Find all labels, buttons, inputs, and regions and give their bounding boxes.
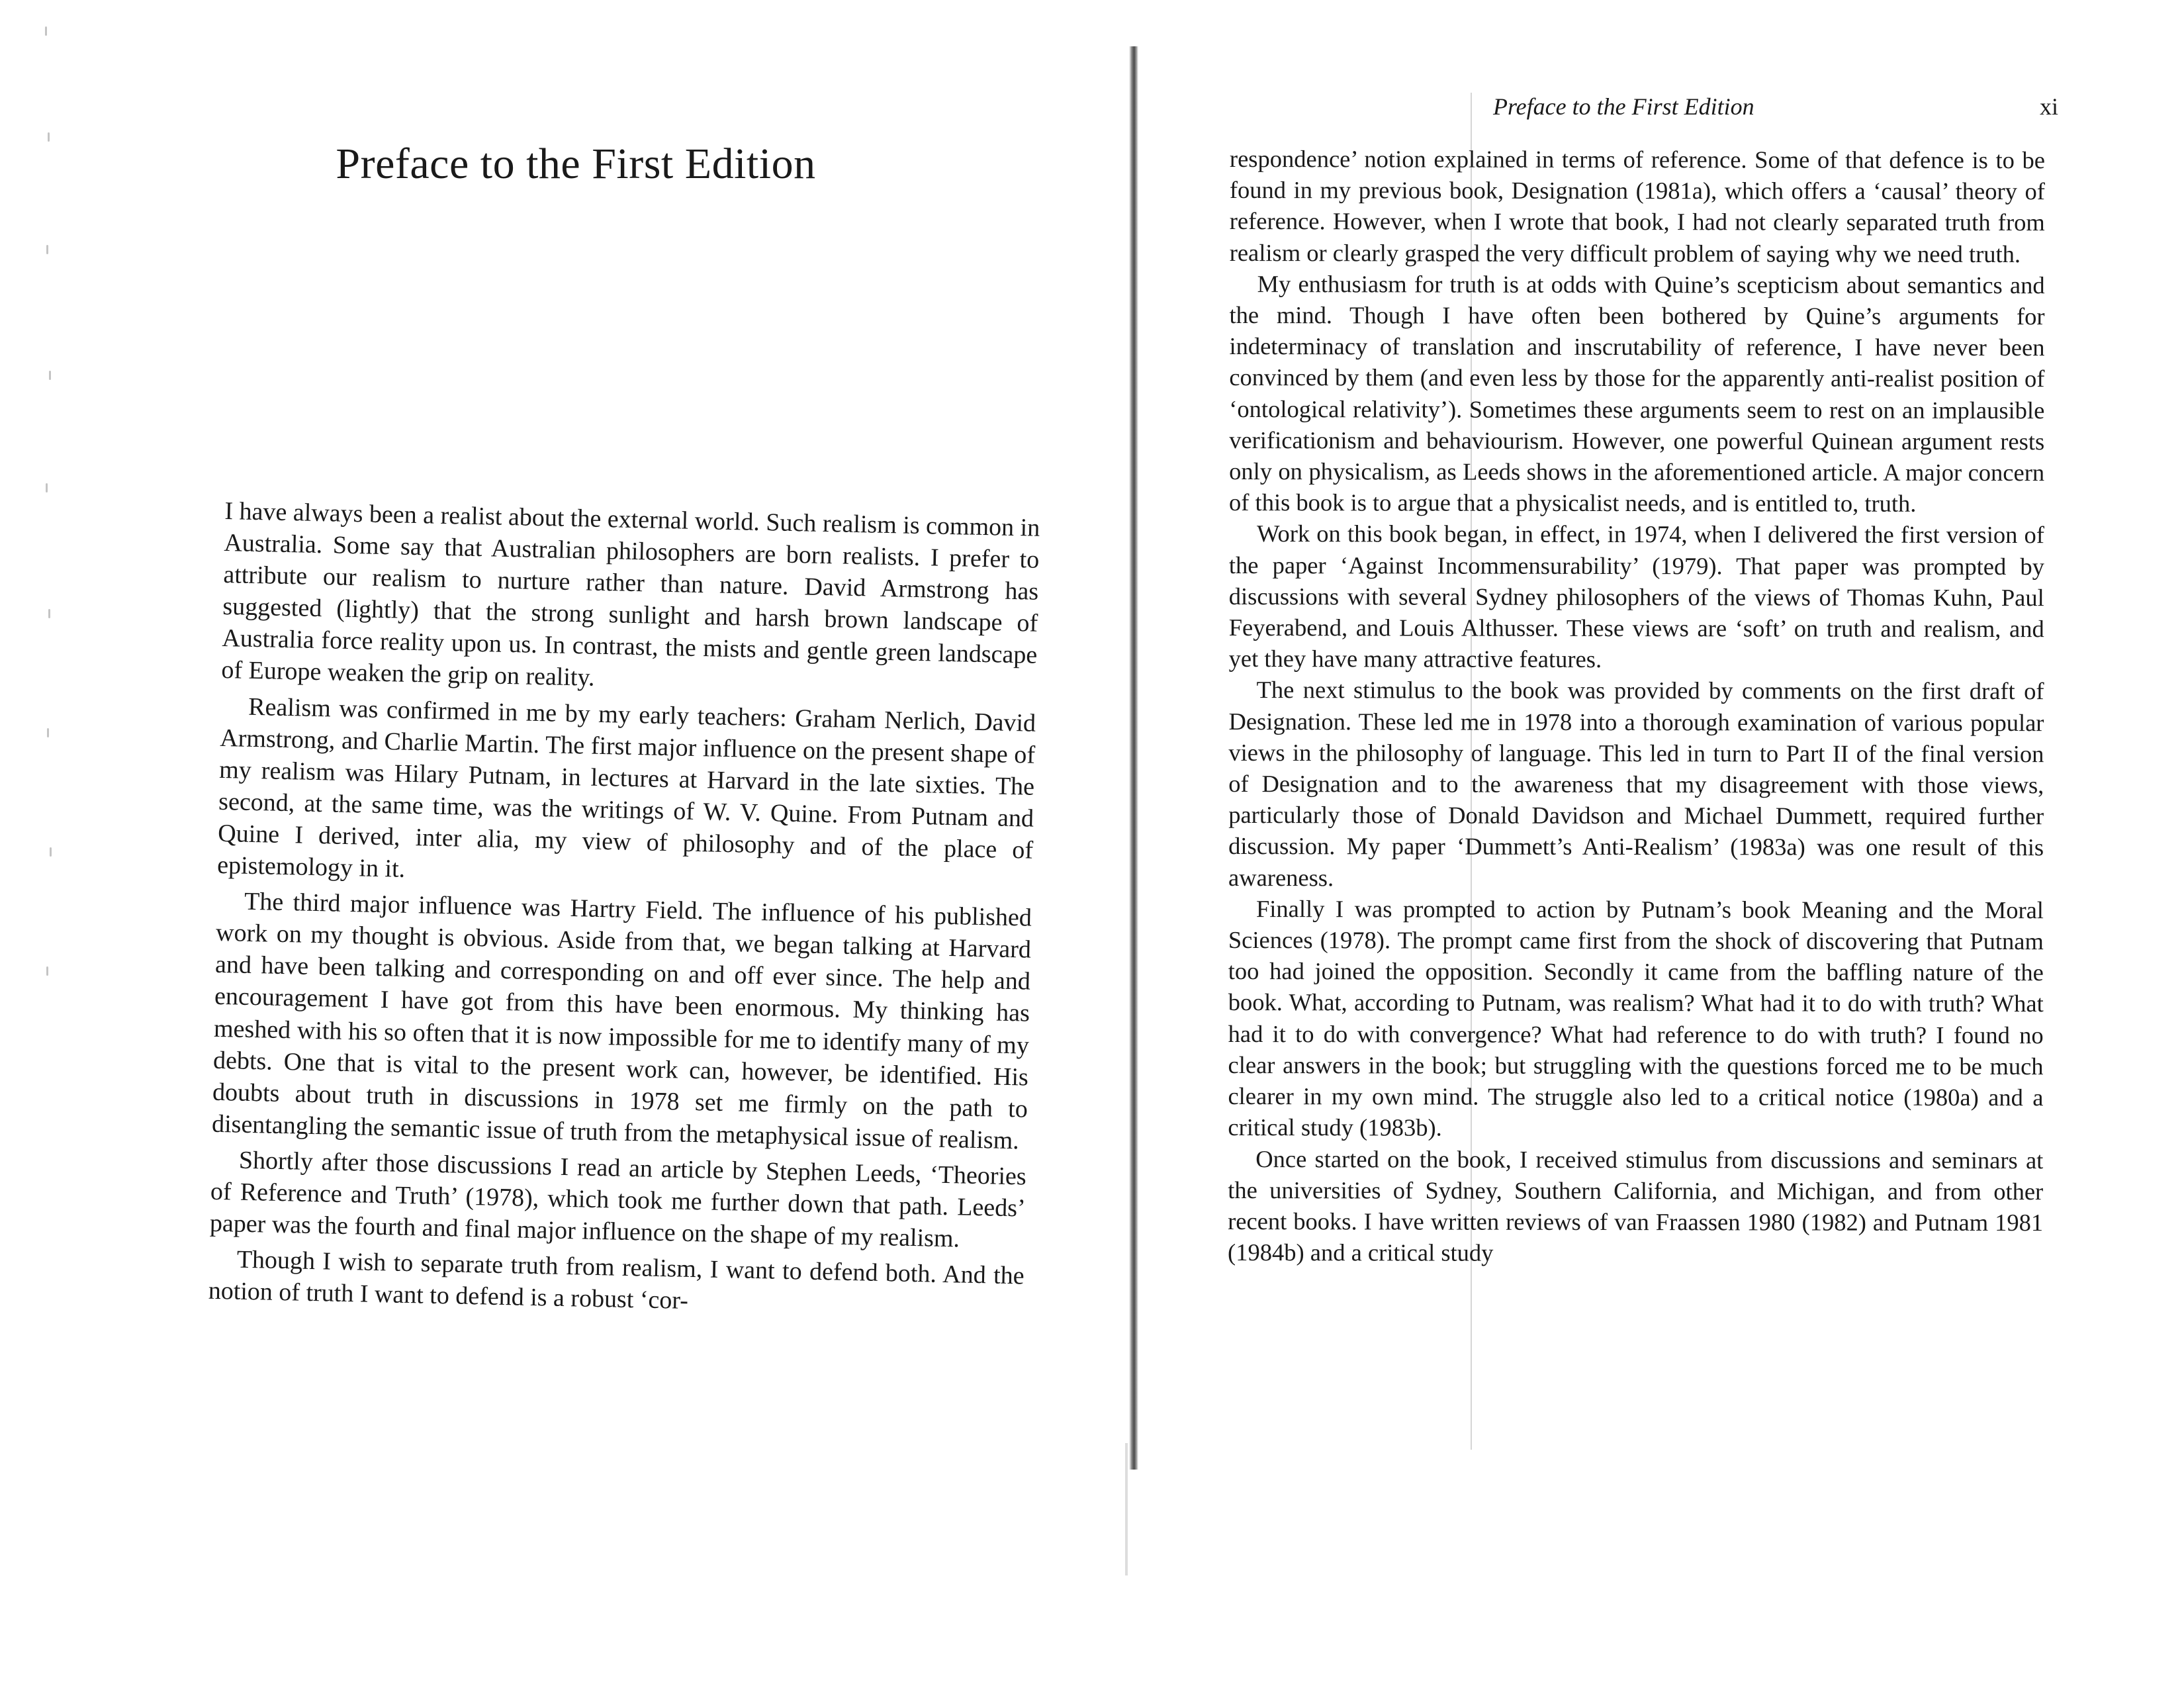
paragraph: Realism was confirmed in me by my early teachers: Graham Nerlich, David Armstrong, and Charlie Martin. The first major influence on the present shape of my realism was Hilary Putnam, in lectures at Harvard in the late sixties. The second, at the same time, was the writings of W. V. Quine. From Putnam and Quine I derived, inter alia, my view of philosophy and of the place of epistemology in it. [216, 692, 1036, 883]
paragraph: Once started on the book, I received stimulus from discussions and seminars at the universities of Sydney, Southern California, and Michigan, and from other recent books. I have written reviews of van Fraassen 1980 (1982) and Putnam 1981 (1984b) and a critical study [1228, 1145, 2044, 1266]
chapter-title: Preface to the First Edition [336, 140, 816, 188]
paragraph: respondence’ notion explained in terms of reference. Some of that defence is to be found in my previous book, Designation (1981a), which offers a ‘causal’ theory of reference. However, when I wrote that book, I had not clearly separated truth from realism or clearly grasped the very difficult problem of saying why we need truth. [1229, 145, 2045, 267]
paragraph: Work on this book began, in effect, in 1974, when I delivered the first version of the paper ‘Against Incommensurability’ (1979). That paper was prompted by discussions with several Sydney philosophers of the views of Thomas Kuhn, Paul Feyerabend, and Louis Althusser. These views are ‘soft’ on truth and realism, and yet they have many attractive features. [1228, 520, 2045, 673]
paragraph: Though I wish to separate truth from realism, I want to defend both. And the notion of truth I want to defend is a robust ‘cor- [208, 1245, 1024, 1315]
right-page-body [1228, 143, 2045, 1269]
left-page-body [208, 495, 1040, 1328]
running-head: Preface to the First Edition [1493, 93, 1754, 120]
paragraph: The next stimulus to the book was provided by comments on the first draft of Designation. These led me in 1978 into a thorough examination of various popular views in the philosophy of language. This led in turn to Part II of the final version of Designation and to the awareness that my disagreement with those views, particularly those of Donald Davidson and Michael Dummett, required further discussion. My paper ‘Dummett’s Anti-Realism’ (1983a) was one result of this awareness. [1228, 676, 2044, 891]
page-number: xi [2039, 93, 2058, 120]
paragraph: Shortly after those discussions I read an article by Stephen Leeds, ‘Theories of Reference and Truth’ (1978), which took me further down that path. Leeds’ paper was the fourth and final major influence on the shape of my realism. [209, 1146, 1027, 1253]
paragraph: My enthusiasm for truth is at odds with Quine’s scepticism about semantics and the mind. Though I have often been bothered by Quine’s arguments for indeterminacy of translation and inscrutability of reference, I have never been convinced by them (and even less by those for the apparently anti-realist position of ‘ontological relativity’). Sometimes these arguments seem to rest on an implausible verificationism and behaviourism. However, one powerful Quinean argument rests only on physicalism, as Leeds shows in the aforementioned article. A major concern of this book is to argue that a physicalist needs, and is entitled to, truth. [1229, 269, 2045, 518]
paragraph: The third major influence was Hartry Field. The influence of his published work on my thought is obvious. Aside from that, we began talking at Harvard and have been talking and corresponding on and off ever since. The help and encouragement I have got from this have been enormous. My thinking has meshed with his so often that it is now impossible for me to identify many of my debts. One that is vital to the present work can, however, be identified. His doubts about truth in discussions in 1978 set me firmly on the path to disentangling the semantic issue of truth from the metaphysical issue of realism. [211, 887, 1032, 1155]
paragraph: Finally I was prompted to action by Putnam’s book Meaning and the Moral Sciences (1978). The prompt came first from the shock of discovering that Putnam too had joined the opposition. Secondly it came from the baffling nature of the book. What, according to Putnam, was realism? What had it to do with truth? What had it to do with convergence? What had reference to do with truth? I found no clear answers in the book; but struggling with the questions forced me to be much clearer in my own mind. The struggle also led to a critical notice (1980a) and a critical study (1983b). [1228, 894, 2044, 1141]
paragraph: I have always been a realist about the external world. Such realism is common in Australia. Some say that Australian philosophers are born realists. I prefer to attribute our realism to nurture rather than nature. David Armstrong has suggested (lightly) that the strong sunlight and harsh brown landscape of Australia force reality upon us. In contrast, the mists and gentle green landscape of Europe weaken the grip on reality. [221, 496, 1040, 692]
